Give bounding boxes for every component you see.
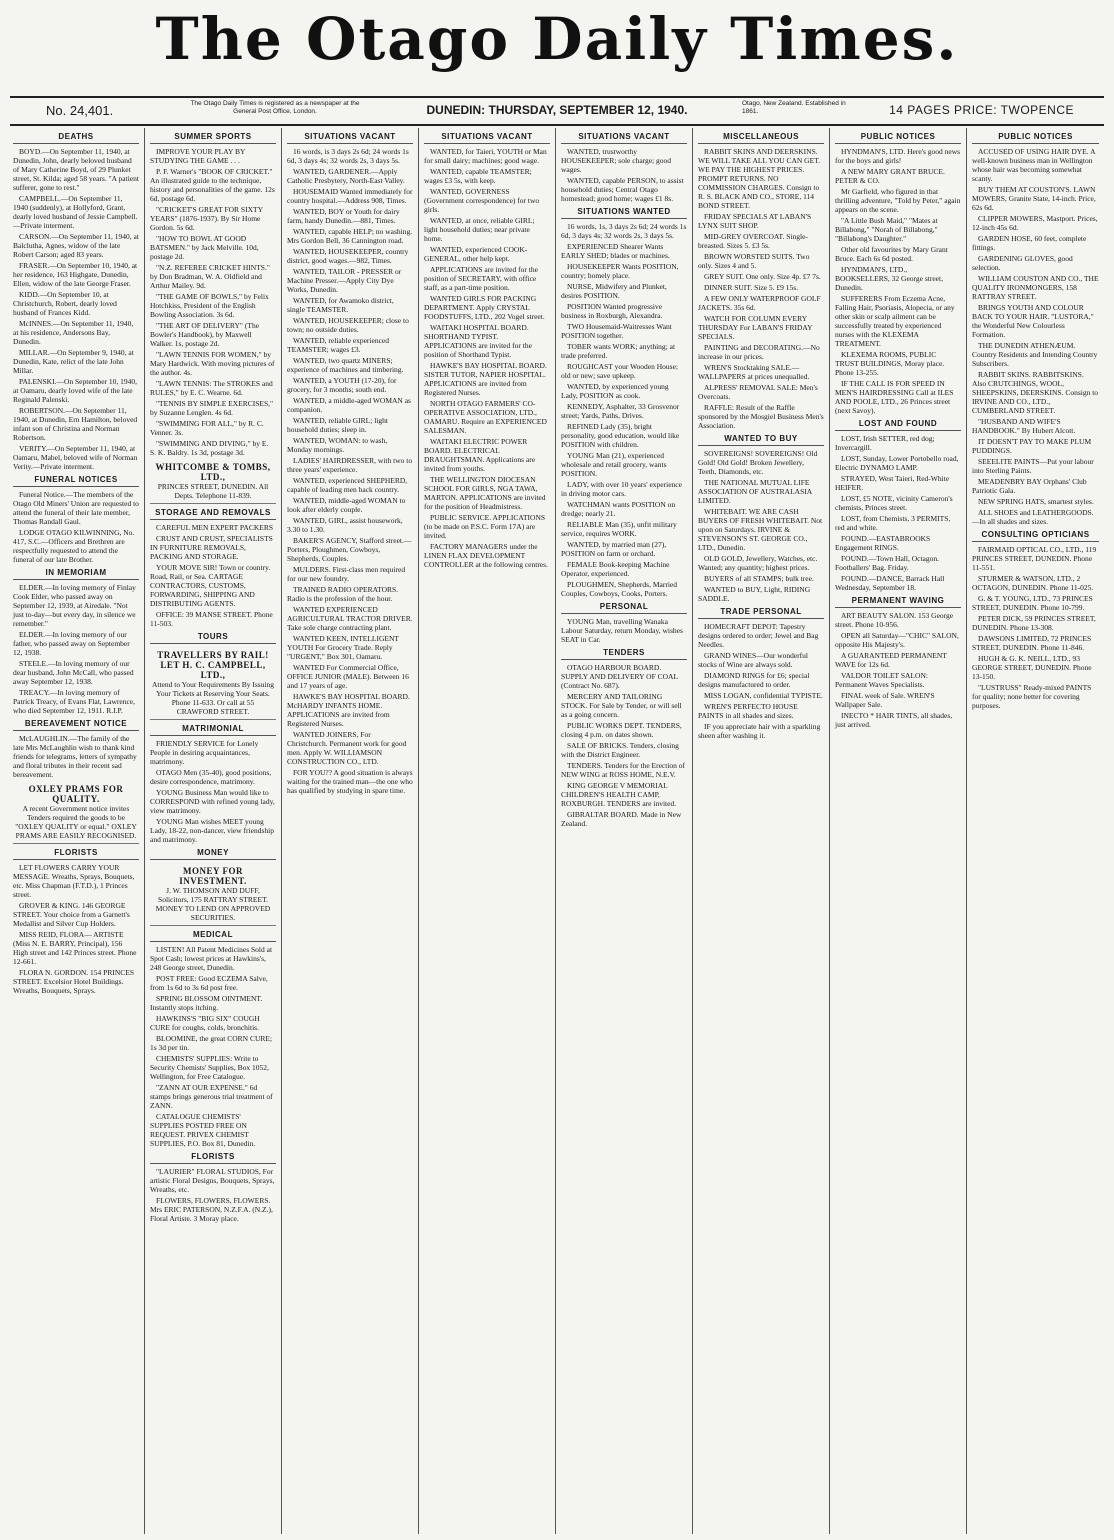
notice-item: BUY THEM AT COUSTON'S. LAWN MOWERS, Granite State, 14-inch. Price, 62s 6d. [972,185,1096,212]
notice-item: 16 words, is 3 days 2s 6d; 24 words 1s 6d, 3 days 4s; 32 words 2s, 3 days 5s. [287,147,409,165]
notice-list [835,611,961,729]
notice-list [13,863,139,995]
notice-item: A FEW ONLY WATERPROOF GOLF JACKETS. 35s 6d. [698,294,821,312]
notice-item: OTAGO HARBOUR BOARD. SUPPLY AND DELIVERY OF COAL (Contract No. 687). [561,663,678,690]
notice-list [972,545,1099,710]
ad-body: PRINCES STREET, DUNEDIN. All Depts. Telephone 11-839. [157,482,269,500]
notice-item: MULDERS. First-class men required for our new foundry. [287,565,406,583]
notice-item: FOUND.—EASTABROOKS Engagement RINGS. [835,534,931,552]
notice-item: RABBIT SKINS AND DEERSKINS. WE WILL TAKE ALL YOU CAN GET. WE PAY THE HIGHEST PRICES. PROMPT RETURNS. NO COMMISSION CHARGES. Consign to R. S. BLACK AND CO., STORE, 114 BOND STREET. [698,147,821,210]
notice-item: FEMALE Book-keeping Machine Operator, experienced. [561,560,670,578]
column-1 [8,128,145,1534]
notice-item: CLIPPER MOWERS, Mastport. Prices, 12-inch 45s 6d. [972,214,1098,232]
notice-item: WANTED, for Taieri, YOUTH or Man for small dairy; machines; good wage. [424,147,547,165]
section-heading: BEREAVEMENT NOTICE [13,719,139,731]
section-heading: PUBLIC NOTICES [835,132,961,144]
notice-item: WATCHMAN wants POSITION on dredge; nearly 21. [561,500,676,518]
notice-item: "ZANN AT OUR EXPENSE." 6d stamps brings generous trial treatment of ZANN. [150,1083,273,1110]
notice-item: WANTED, reliable GIRL; light household duties; sleep in. [287,416,388,434]
notice-item: THE WELLINGTON DIOCESAN SCHOOL FOR GIRLS, NGA TAWA, MARTON. APPLICATIONS are invited for the position of Headmistress. [424,475,546,511]
notice-item: SEEELITE PAINTS—Put your labour into Sterling Paints. [972,457,1094,475]
notice-item: YOUNG Man (21), experienced wholesale and retail grocery, wants POSITION. [561,451,667,478]
notice-item: Mr Garfield, who figured in that thrilling adventure, "Told by Peter," again appears on the scene. [835,187,961,214]
notice-item: WHITEBAIT. WE ARE CASH BUYERS OF FRESH WHITEBAIT. Not upon on Saturdays. IRVINE & STEVENSON'S ST. GEORGE CO., LTD., Dunedin. [698,507,823,552]
column-7 [830,128,967,1534]
notice-item: LOST, £5 NOTE, vicinity Cameron's chemists, Princes street. [835,494,953,512]
notice-item: "SWIMMING AND DIVING," by E. S. K. Baldry. 1s 3d, postage 3d. [150,439,269,457]
section-heading: TENDERS [561,648,687,660]
section-heading: DEATHS [13,132,139,144]
notice-item: P. F. Warner's "BOOK OF CRICKET." An illustrated guide to the technique, history and personalities of the game. 12s 6d, postage 6d. [150,167,275,203]
notice-item: BROWN WORSTED SUITS. Two only. Sizes 4 and 5. [698,252,810,270]
notice-list [835,434,961,592]
masthead [0,0,1114,96]
notice-item: SALE OF BRICKS. Tenders, closing with the District Engineer. [561,741,679,759]
notice-item: WANTED, a YOUTH (17-20), for grocery, for 3 months; south end. [287,376,397,394]
ad-body: A recent Government notice invites Tenders required the goods to be "OXLEY QUALITY or equal." OXLEY PRAMS ARE EASILY RECOGNISED. [15,804,137,840]
notice-item: LOST, Irish SETTER, red dog; Invercargill. [835,434,935,452]
notice-list [972,147,1099,526]
notice-list [698,622,824,740]
notice-item: DAWSONS LIMITED, 72 PRINCES STREET, DUNEDIN. Phone 11-846. [972,634,1092,652]
notice-item: HOUSEKEEPER Wants POSITION, country; homely place. [561,262,679,280]
section-heading: TRADE PERSONAL [698,607,824,619]
column-6 [693,128,830,1534]
notice-item: HYNDMAN'S, LTD. Here's good news for the boys and girls! [835,147,961,165]
column-5 [556,128,693,1534]
notice-item: FINAL week of Sale. WREN'S Wallpaper Sale. [835,691,935,709]
section-heading: IN MEMORIAM [13,568,139,580]
notice-item: WANTED, a middle-aged WOMAN as companion. [287,396,411,414]
notice-item: WANTED EXPERIENCED AGRICULTURAL TRACTOR DRIVER. Take sole charge contracting plant. [287,605,413,632]
notice-item: "HOW TO BOWL AT GOOD BATSMEN." by Jack Melville. 10d, postage 2d. [150,234,259,261]
notice-item: HUGH & G. K. NEILL, LTD., 93 GEORGE STREET, DUNEDIN. Phone 13-150. [972,654,1092,681]
notice-item: CARSON.—On September 11, 1940, at Balclutha, Agnes, widow of the late Robert Carson; aged 83 years. [13,232,139,259]
notice-item: ELDER.—In loving memory of our father, who passed away on September 12, 1938. [13,630,130,657]
notice-item: PUBLIC WORKS DEPT. TENDERS, closing 4 p.m. on dates shown. [561,721,682,739]
advertisement [150,647,276,720]
notice-item: HAWKE'S BAY HOSPITAL BOARD. SISTER TUTOR, NAPIER HOSPITAL. APPLICATIONS are invited from Registered Nurses. [424,361,547,397]
notice-item: HOMECRAFT DEPOT: Tapestry designs ordered to order; Jewel and Bag Needles. [698,622,819,649]
section-heading: MATRIMONIAL [150,724,276,736]
notice-item: GARDEN HOSE, 60 feet, complete fittings. [972,234,1087,252]
notice-item: WAITAKI ELECTRIC POWER BOARD. ELECTRICAL DRAUGHTSMAN. Applications are invited from youths. [424,437,536,473]
notice-item: WANTED KEEN, INTELLIGENT YOUTH For Grocery Trade. Reply "URGENT," Box 301, Oamaru. [287,634,399,661]
notice-item: CRUST AND CRUST, SPECIALISTS IN FURNITURE REMOVALS, PACKING AND STORAGE. [150,534,273,561]
notice-item: FRIDAY SPECIALS AT LABAN'S LYNX SUIT SHOP. [698,212,812,230]
notice-item: WANTED, HOUSEKEEPER, country district, good wages.—982, Times. [287,247,409,265]
notice-list [561,147,687,203]
notice-list [13,490,139,564]
notice-item: HOUSEMAID Wanted immediately for country hospital.—Address 908, Times. [287,187,413,205]
notice-item: VERITY.—On September 11, 1940, at Oamaru, Mabel, beloved wife of Norman Verity.—Private interment. [13,444,138,471]
notice-item: LET FLOWERS CARRY YOUR MESSAGE. Wreaths, Sprays, Bouquets, etc. Miss Chapman (F.T.D.), 1 Princes street. [13,863,135,899]
notice-item: PAINTING and DECORATING.—No increase in our prices. [698,343,820,361]
ad-headline: TRAVELLERS BY RAIL! LET H. C. CAMPBELL, LTD., [157,650,269,680]
notice-item: "LAURIER" FLORAL STUDIOS, For artistic Floral Designs, Bouquets, Sprays, Wreaths, etc. [150,1167,275,1194]
notice-list [287,147,413,795]
notice-item: SUFFERERS From Eczema Acne, Falling Hair, Psoriasis, Alopecia, or any other skin or scalp ailment can be successfully treated by experienced nurses with the KLEXEMA TREATMENT. [835,294,955,348]
notice-item: Other old favourites by Mary Grant Bruce. Each 6s 6d posted. [835,245,948,263]
notice-item: "CRICKET'S GREAT FOR SIXTY YEARS" (1876-1937). By Sir Home Gordon. 5s 6d. [150,205,263,232]
ad-body: Attend to Your Requirements By Issuing Your Tickets at Reserving Your Seats. Phone 11-633. Or call at 55 CRAWFORD STREET. [151,680,275,716]
notice-item: WANTED, experienced COOK-GENERAL, other help kept. [424,245,528,263]
notice-item: LISTEN! All Patent Medicines Sold at Spot Cash; lowest prices at Hawkins's, 248 George street, Dunedin. [150,945,273,972]
notice-list [150,739,276,844]
notice-item: PUBLIC SERVICE. APPLICATIONS (to be made on P.S.C. Form 17A) are invited. [424,513,546,540]
ad-headline: OXLEY PRAMS FOR QUALITY. [28,784,124,804]
notice-list [835,147,961,415]
notice-item: RELIABLE Man (35), unfit military service, requires WORK. [561,520,677,538]
notice-list [150,1167,276,1223]
notice-item: "LAWN TENNIS FOR WOMEN," by Mary Hardwick. With moving pictures of the author. 4s. [150,350,275,377]
notice-item: RAFFLE: Result of the Raffle sponsored by the Mosgiel Business Men's Association. [698,403,824,430]
notice-item: WANTED, BOY or Youth for dairy farm, handy Dunedin.—881, Times. [287,207,400,225]
notice-item: "HUSBAND AND WIFE'S HANDBOOK." By Hubert Alcott. [972,417,1076,435]
notice-item: THE DUNEDIN ATHENÆUM. Country Residents and Intending Country Subscribers. [972,341,1098,368]
notice-item: MID-GREY OVERCOAT. Single-breasted. Sizes 5. £3 5s. [698,232,808,250]
notice-item: WANTED, two quartz MINERS; experience of machines and timbering. [287,356,404,374]
established-note: Otago, New Zealand. Established in 1861. [742,100,846,115]
notice-item: MILLAR.—On September 9, 1940, at Dunedin, Kate, relict of the late John Millar. [13,348,134,375]
section-heading: MISCELLANEOUS [698,132,824,144]
notice-item: PETER DICK, 59 PRINCES STREET, DUNEDIN. Phone 13-308. [972,614,1096,632]
notice-item: ALPRESS' REMOVAL SALE: Men's Overcoats. [698,383,818,401]
notice-item: CATALOGUE CHEMISTS' SUPPLIES POSTED FREE ON REQUEST. PRIVEX CHEMIST SUPPLIES, P.O. Box 81, Dunedin. [150,1112,256,1148]
notice-item: FACTORY MANAGERS under the LINEN FLAX DEVELOPMENT CONTROLLER at the following centres. [424,542,548,569]
notice-list [698,147,824,430]
notice-item: WANTED, for Awamoko district, single TEAMSTER. [287,296,394,314]
notice-item: ELDER.—In loving memory of Finlay Cook Elder, who passed away on September 12, 1939, at Airedale. "Not just to-day—but every day, in silence we remember." [13,583,136,628]
notice-item: WREN'S Stocktaking SALE.—WALLPAPERS at prices unequalled. [698,363,810,381]
section-heading: STORAGE AND REMOVALS [150,508,276,520]
notice-item: POSITION Wanted progressive business in Roxburgh, Alexandra. [561,302,663,320]
notice-item: STRAYED, West Taieri, Red-White HEIFER. [835,474,950,492]
notice-item: "SWIMMING FOR ALL," by R. C. Venner. 3s. [150,419,264,437]
notice-item: MEADENBRY BAY Orphans' Club Patriotic Gala. [972,477,1087,495]
notice-item: YOUNG Business Man would like to CORRESPOND with refined young lady, view matrimony. [150,788,275,815]
notice-item: WANTED, experienced SHEPHERD, capable of leading men back country. [287,476,408,494]
notice-item: WANTED to BUY, Light, RIDING SADDLE. [698,585,811,603]
notice-item: BRINGS YOUTH AND COLOUR BACK TO YOUR HAIR. "LUSTORA," the Wonderful New Colourless Formation. [972,303,1094,339]
notice-item: TENDERS. Tenders for the Erection of NEW WING at ROSS HOME, N.E.V. [561,761,686,779]
notice-item: TREACY.—In loving memory of Patrick Treacy, of Evans Flat, Lawrence, who died September 12, 1911. R.I.P. [13,688,135,715]
column-8 [967,128,1104,1534]
notice-item: 16 words, 1s, 3 days 2s 6d; 24 words 1s 6d, 3 days 4s; 32 words 2s, 3 days 5s. [561,222,687,240]
notice-item: WANTED, TAILOR - PRESSER or Machine Presser.—Apply City Dye Works, Dunedin. [287,267,402,294]
notice-list [698,449,824,603]
notice-item: KLEXEMA ROOMS, PUBLIC TRUST BUILDINGS, Moray place. Phone 13-255. [835,350,945,377]
notice-item: TOBER wants WORK; anything; at trade preferred. [561,342,676,360]
notice-item: WANTED, reliable experienced TEAMSTER; wages £3. [287,336,389,354]
section-heading: SITUATIONS VACANT [561,132,687,144]
notice-list [13,147,139,471]
notice-item: "LAWN TENNIS: The STROKES and RULES," by E. C. Wearne. 6d. [150,379,273,397]
notice-list [13,583,139,715]
notice-item: OPEN all Saturday—"CHIC" SALON, opposite His Majesty's. [835,631,959,649]
advertisement [150,863,276,926]
section-heading: FLORISTS [13,848,139,860]
notice-item: BLOOMINE, the great CORN CURE; 1s 3d per tin. [150,1034,273,1052]
section-heading: LOST AND FOUND [835,419,961,431]
notice-item: "THE GAME OF BOWLS," by Felix Hotchkiss, President of the English Bowling Association. 3s 6d. [150,292,269,319]
notice-item: LOST, Sunday, Lower Portobello road, Electric DYNAMO LAMP. [835,454,959,472]
advertisement [150,459,276,504]
notice-item: YOUR MOVE SIR! Town or country. Road, Rail, or Sea. CARTAGE CONTRACTORS, CUSTOMS, FORWARDING, SHIPPING AND DISTRIBUTING AGENTS. [150,563,271,608]
notice-item: WATCH FOR COLUMN EVERY THURSDAY For LABAN'S FRIDAY SPECIALS. [698,314,813,341]
section-heading: SITUATIONS WANTED [561,207,687,219]
notice-item: POST FREE: Good ECZEMA Salve, from 1s 6d to 3s 6d post free. [150,974,268,992]
notice-item: "A Little Bush Maid," "Mates at Billabong," "Norah of Billabong," "Billabong's Daughter." [835,216,938,243]
notice-item: ROBERTSON.—On September 11, 1940, at Dunedin, Ern Hamilton, beloved infant son of Christina and Norman Robertson. [13,406,138,442]
notice-item: CHEMISTS' SUPPLIES: Write to Security Chemists' Supplies, Box 1052, Wellington, for Free Catalogue. [150,1054,269,1081]
advertisement [13,781,139,844]
column-4 [419,128,556,1534]
notice-item: A NEW MARY GRANT BRUCE. PETER & CO. [835,167,945,185]
notice-item: WANTED, GOVERNESS (Government correspondence) for two girls. [424,187,540,214]
notice-item: WAITAKI HOSPITAL BOARD. SHORTHAND TYPIST. APPLICATIONS are invited for the position of Shorthand Typist. [424,323,532,359]
section-heading: SITUATIONS VACANT [424,132,550,144]
notice-item: WREN'S PERFECTO HOUSE PAINTS in all shades and sizes. [698,702,798,720]
notice-item: THE NATIONAL MUTUAL LIFE ASSOCIATION OF AUSTRALASIA LIMITED. [698,478,812,505]
notice-item: TWO Housemaid-Waitresses Want POSITION together. [561,322,672,340]
section-heading: SITUATIONS VACANT [287,132,413,144]
notice-item: McLAUGHLIN.—The family of the late Mrs McLaughlin wish to thank kind friends for telegrams, letters of sympathy and floral tributes in their recent sad bereavement. [13,734,137,779]
section-heading: MEDICAL [150,930,276,942]
notice-item: GIBRALTAR BOARD. Made in New Zealand. [561,810,682,828]
dateline: DUNEDIN: THURSDAY, SEPTEMBER 12, 1940. [426,103,688,117]
notice-item: WANTED, capable PERSON, to assist household duties; Central Otago homestead; good home; wages £1 8s. [561,176,684,203]
notice-item: PLOUGHMEN, Shepherds, Married Couples, Cowboys, Cooks, Porters. [561,580,677,598]
notice-item: WANTED GIRLS FOR PACKING DEPARTMENT. Apply CRYSTAL FOODSTUFFS, LTD., 202 Vogel street. [424,294,545,321]
notice-item: FOUND.—DANCE, Barrack Hall Wednesday, September 18. [835,574,945,592]
notice-item: GARDENING GLOVES, good selection. [972,254,1073,272]
notice-item: GRAND WINES—Our wonderful stocks of Wine are always sold. [698,651,809,669]
notice-item: SPRING BLOSSOM OINTMENT. Instantly stops itching. [150,994,263,1012]
notice-item: REFINED Lady (35), bright personality, good education, would like POSITION with children. [561,422,680,449]
section-heading: PERSONAL [561,602,687,614]
notice-item: DIAMOND RINGS for £6; special designs manufactured to order. [698,671,810,689]
notice-item: BOYD.—On September 11, 1940, at Dunedin, John, dearly beloved husband of Mary Catherine Boyd, of 29 Plunket street, St. Kilda; aged 58 years. "A patient sufferer, gone to rest." [13,147,139,192]
notice-item: G. & T. YOUNG, LTD., 73 PRINCES STREET, DUNEDIN. Phone 10-799. [972,594,1093,612]
section-heading: PUBLIC NOTICES [972,132,1099,144]
notice-item: FLORA N. GORDON. 154 PRINCES STREET. Excelsior Hotel Buildings. Wreaths, Bouquets, Sprays. [13,968,135,995]
notice-item: WANTED, capable TEAMSTER; wages £3 5s, with keep. [424,167,532,185]
notice-item: OFFICE: 39 MANSE STREET. Phone 11-503. [150,610,273,628]
notice-item: BAKER'S AGENCY, Stafford street.—Porters, Ploughmen, Cowboys, Shepherds, Couples. [287,536,412,563]
notice-item: TRAINED RADIO OPERATORS. Radio is the profession of the hour. [287,585,399,603]
notice-item: "TENNIS BY SIMPLE EXERCISES," by Suzanne Lenglen. 4s 6d. [150,399,274,417]
notice-item: VALDOR TOILET SALON: Permanent Waves Specialists. [835,671,928,689]
notice-item: CAMPBELL.—On September 11, 1940 (suddenly), at Hollyford, Grant, dearly loved husband of Jessie Campbell.—Private interment. [13,194,138,230]
newspaper-title: The Otago Daily Times. [155,5,959,73]
notice-item: NURSE, Midwifery and Plunket, desires POSITION. [561,282,667,300]
section-heading: SUMMER SPORTS [150,132,276,144]
notice-item: LODGE OTAGO KILWINNING, No. 417, S.C.—Officers and Brethren are respectfully requested to attend the funeral of our late Brother. [13,528,135,564]
notice-item: FLOWERS, FLOWERS, FLOWERS. Mrs ERIC PATERSON, N.Z.F.A. (N.Z.), Floral Artiste. 3 Moray place. [150,1196,273,1223]
notice-item: A GUARANTEED PERMANENT WAVE for 12s 6d. [835,651,947,669]
notice-item: "N.Z. REFEREE CRICKET HINTS." by Don Bradman, W. A. Oldfield and Arthur Mailey. 9d. [150,263,270,290]
notice-item: LADY, with over 10 years' experience in driving motor cars. [561,480,682,498]
section-heading: MONEY [150,848,276,860]
notice-item: LADIES' HAIRDRESSER, with two to three years' experience. [287,456,413,474]
notice-list [150,523,276,628]
notice-item: LOST, from Chemists, 3 PERMITS, red and white. [835,514,951,532]
notice-item: WANTED, WOMAN: to wash, Monday mornings. [287,436,388,454]
notice-item: IMPROVE YOUR PLAY BY STUDYING THE GAME . . . [150,147,246,165]
notice-item: HYNDMAN'S, LTD., BOOKSELLERS, 32 George street, Dunedin. [835,265,943,292]
ad-headline: WHITCOMBE & TOMBS, LTD., [155,462,271,482]
notice-item: CAREFUL MEN EXPERT PACKERS [156,523,274,532]
column-2 [145,128,282,1534]
notice-item: RABBIT SKINS. RABBITSKINS. Also CRUTCHINGS, WOOL, SHEEPSKINS, DEERSKINS. Consign to IRVINE AND CO., LTD., CUMBERLAND STREET. [972,370,1099,415]
notice-item: FRIENDLY SERVICE for Lonely People in desiring acquaintances, matrimony. [150,739,259,766]
notice-item: WANTED, by married man (27), POSITION on farm or orchard. [561,540,667,558]
notice-item: KIDD.—On September 10, at Christchurch, Robert, dearly loved husband of Frances Kidd. [13,290,117,317]
issue-number: No. 24,401. [46,103,114,118]
registration-note: The Otago Daily Times is registered as a newspaper at the General Post Office, London. [190,100,360,115]
notice-item: WANTED JOINERS, For Christchurch. Permanent work for good men. Apply W. WILLIAMSON CONSTRUCTION CO., LTD. [287,730,407,766]
notice-item: OLD GOLD, Jewellery, Watches, etc. Wanted; any quantity; highest prices. [698,554,818,572]
notice-item: YOUNG Man, travelling Wanaka Labour Saturday, return Monday, wishes SEAT in Car. [561,617,683,644]
section-heading: FUNERAL NOTICES [13,475,139,487]
notice-list [424,147,550,569]
notice-item: "LUSTRUSS" Ready-mixed PAINTS for quality; none better for covering purposes. [972,683,1092,710]
notice-item: WANTED, GIRL, assist housework, 3.30 to 1.30. [287,516,403,534]
ad-headline: MONEY FOR INVESTMENT. [179,866,247,886]
dateline-bar [10,96,1104,126]
notice-item: MISS REID, FLORA— ARTISTE (Miss N. E. BARRY, Principal), 156 High street and 142 Princes street. Phone 12-661. [13,930,137,966]
notice-item: STURMER & WATSON, LTD., 2 OCTAGON, DUNEDIN. Phone 11-025. [972,574,1094,592]
ad-body: J. W. THOMSON AND DUFF, Solicitors, 175 RATTRAY STREET. MONEY TO LEND ON APPROVED SECURITIES. [155,886,271,922]
notice-list [561,617,687,644]
notice-item: WANTED, GARDENER.—Apply Catholic Presbytery, North-East Valley. [287,167,405,185]
notice-item: ART BEAUTY SALON. 153 George street. Phone 10-956. [835,611,954,629]
notice-item: FAIRMAID OPTICAL CO., LTD., 119 PRINCES STREET, DUNEDIN. Phone 11-551. [972,545,1097,572]
notice-list [561,222,687,598]
notice-item: WILLIAM COUSTON AND CO., THE QUALITY IRONMONGERS, 158 RATTRAY STREET. [972,274,1099,301]
notice-item: ACCUSED OF USING HAIR DYE. A well-known business man in Wellington whose hair was becoming somewhat scanty. [972,147,1096,183]
notice-item: GROVER & KING. 146 GEORGE STREET. Your choice from a Garnett's Medallist and Silver Cup Holders. [13,901,130,928]
notice-item: WANTED, middle-aged WOMAN to look after elderly couple. [287,496,406,514]
notice-item: PALENSKI.—On September 10, 1940, at Oamaru, dearly loved wife of the late Reginald Palenski. [13,377,138,404]
notice-item: MISS LOGAN, confidential TYPISTE. [704,691,823,700]
notice-list [150,147,276,457]
notice-item: HAWKE'S BAY HOSPITAL BOARD. McHARDY INFANTS HOME. APPLICATIONS are invited from Registered Nurses. [287,692,410,728]
notice-item: INECTO * HAIR TINTS, all shades, just arrived. [835,711,953,729]
notice-item: WANTED, at once, reliable GIRL; light household duties; near private home. [424,216,535,243]
notice-item: IT DOESN'T PAY TO MAKE PLUM PUDDINGS. [972,437,1092,455]
notice-item: FOR YOU?? A good situation is always waiting for the trained man—the one who has qualified by studying in spare time. [287,768,413,795]
notice-item: SOVEREIGNS! SOVEREIGNS! Old Gold! Old Gold! Broken Jewellery, Teeth, Diamonds, etc. [698,449,818,476]
notice-item: WANTED, trustworthy HOUSEKEEPER; sole charge; good wages. [561,147,672,174]
notice-item: YOUNG Man wishes MEET young Lady, 18-22, non-dancer, view friendship and matrimony. [150,817,274,844]
section-heading: PERMANENT WAVING [835,596,961,608]
section-heading: WANTED TO BUY [698,434,824,446]
notice-item: IF THE CALL IS FOR SPEED IN MEN'S HAIRDRESSING Call at ILES AND POOLE, LTD., 26 Princes street (next Savoy). [835,379,954,415]
notice-list [150,945,276,1148]
notice-item: GREY SUIT. One only. Size 4p. £7 7s. [704,272,821,281]
notice-item: DINNER SUIT. Size 5. £9 15s. [704,283,799,292]
notice-item: BUYERS of all STAMPS; bulk tree. [704,574,814,583]
notice-item: FOUND.—Town Hall, Octagon. Footballers' Bag. Friday. [835,554,940,572]
notice-item: EXPERIENCED Shearer Wants EARLY SHED; blades or machines. [561,242,670,260]
notice-item: FRASER.—On September 10, 1940, at her residence, 163 Highgate, Dunedin, Ellen, widow of the late George Fraser. [13,261,138,288]
column-3 [282,128,419,1534]
notice-item: "THE ART OF DELIVERY" (The Bowler's Handbook), by Maxwell Walker. 1s, postage 2d. [150,321,260,348]
notice-item: WANTED For Commercial Office, OFFICE JUNIOR (MALE). Between 16 and 17 years of age. [287,663,409,690]
notice-item: McINNES.—On September 11, 1940, at his residence, Andersons Bay, Dunedin. [13,319,134,346]
section-heading: TOURS [150,632,276,644]
notice-list [561,663,687,828]
notice-item: ROUGHCAST your Wooden House; old or new; save upkeep. [561,362,678,380]
notice-item: ALL SHOES and LEATHERGOODS.—In all shades and sizes. [972,508,1094,526]
notice-item: APPLICATIONS are invited for the position of SECRETARY, with office staff, as a part-time position. [424,265,538,292]
section-heading: CONSULTING OPTICIANS [972,530,1099,542]
notice-item: STEELE.—In loving memory of our dear husband, John McCall, who passed away September 12, 1938. [13,659,134,686]
notice-item: WANTED, HOUSEKEEPER; close to town; no outside duties. [287,316,409,334]
notice-item: WANTED, by experienced young Lady, POSITION as cook. [561,382,669,400]
notice-item: NORTH OTAGO FARMERS' CO-OPERATIVE ASSOCIATION, LTD., OAMARU. Require an EXPERIENCED SALESMAN. [424,399,547,435]
notice-item: Funeral Notice.—The members of the Otago Old Miners' Union are requested to attend the funeral of their late member, Thomas Randall Gaul. [13,490,139,526]
notice-item: WANTED, capable HELP; no washing. Mrs Gordon Bell, 36 Cannington road. [287,227,413,245]
notice-item: NEW SPRING HATS, smartest styles. [978,497,1094,506]
notice-item: KENNEDY, Asphalter, 33 Grosvenor street; Yards, Paths, Drives. [561,402,680,420]
notice-list [13,734,139,779]
notice-item: IF you appreciate hair with a sparkling sheen after washing it. [698,722,821,740]
price: 14 PAGES PRICE: TWOPENCE [889,103,1074,117]
notice-item: OTAGO Men (35-40), good positions, desire correspondence, matrimony. [150,768,272,786]
notice-item: HAWKINS'S "BIG SIX" COUGH CURE for coughs, colds, bronchitis. [150,1014,260,1032]
notice-item: KING GEORGE V MEMORIAL CHILDREN'S HEALTH CAMP, ROXBURGH. TENDERS are invited. [561,781,677,808]
notice-item: MERCERY AND TAILORING STOCK. For Sale by Tender, or will sell as a going concern. [561,692,682,719]
section-heading: FLORISTS [150,1152,276,1164]
